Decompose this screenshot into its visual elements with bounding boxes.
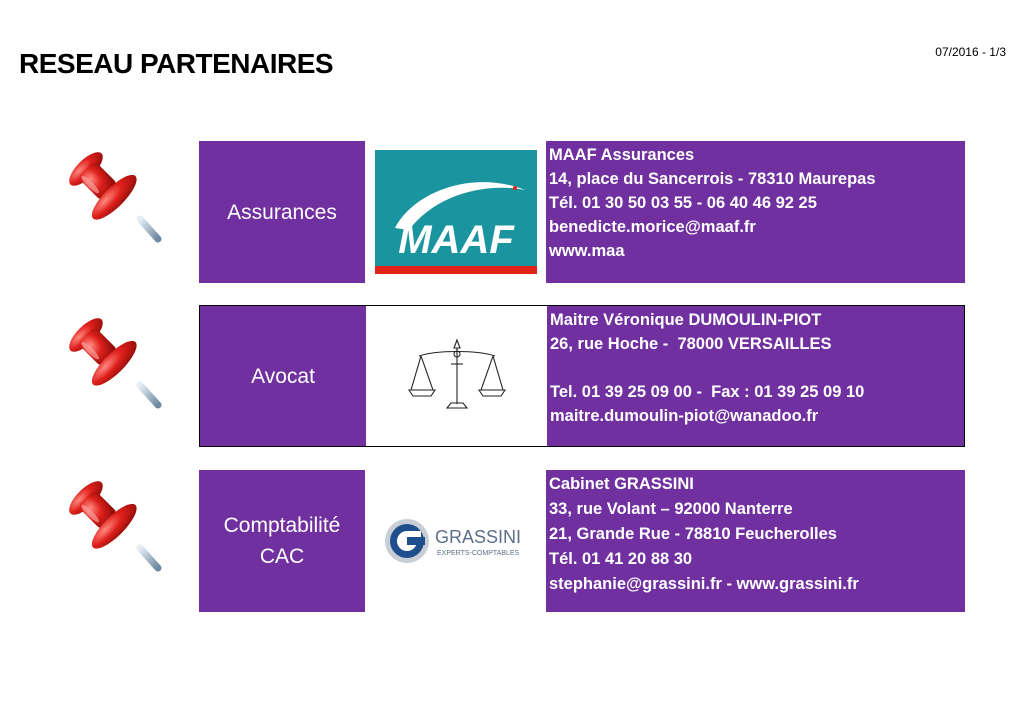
category-label: CAC: [259, 545, 305, 568]
contact-line: 21, Grande Rue - 78810 Feucherolles: [549, 525, 837, 543]
pushpin-icon: [60, 309, 170, 414]
contact-line: [550, 356, 964, 380]
maaf-logo-text: MAAF: [397, 218, 514, 262]
pushpin-icon: [60, 472, 170, 577]
contact-line: 33, rue Volant – 92000 Nanterre: [549, 500, 793, 518]
category-label: Avocat: [251, 364, 315, 388]
maaf-logo: [375, 150, 537, 274]
contact-line: MAAF Assurances: [549, 146, 695, 164]
partner-row-assurances: [199, 141, 965, 283]
category-cell: [199, 141, 365, 283]
page-title: RESEAU PARTENAIRES: [19, 48, 334, 79]
scales-of-justice-icon: [407, 336, 507, 416]
contact-info: [546, 141, 965, 283]
contact-line: Maitre Véronique DUMOULIN-PIOT: [550, 311, 822, 329]
contact-website[interactable]: www.maa: [549, 242, 625, 260]
grassini-logo: [381, 511, 531, 571]
category-label: Comptabilité: [223, 514, 341, 537]
contact-line: Tel. 01 39 25 09 00 - Fax : 01 39 25 09 10: [550, 383, 865, 401]
partner-logo-cell: [365, 141, 546, 283]
contact-line: Cabinet GRASSINI: [549, 475, 694, 493]
partner-logo-cell: [365, 470, 546, 612]
contact-line: Tél. 01 41 20 88 30: [549, 550, 693, 568]
page-reference: 07/2016 - 1/3: [935, 45, 1006, 59]
contact-info: [546, 470, 965, 612]
partner-row-avocat: [199, 305, 965, 447]
contact-line: 14, place du Sancerrois - 78310 Maurepas: [549, 170, 876, 188]
contact-email-website[interactable]: stephanie@grassini.fr - www.grassini.fr: [549, 575, 859, 593]
contact-line: 26, rue Hoche - 78000 VERSAILLES: [550, 335, 832, 353]
grassini-logo-text: GRASSINI: [434, 527, 521, 547]
contact-email[interactable]: maitre.dumoulin-piot@wanadoo.fr: [550, 407, 819, 425]
category-cell: [199, 470, 365, 612]
contact-line: Tél. 01 30 50 03 55 - 06 40 46 92 25: [549, 194, 817, 212]
category-label: Assurances: [227, 200, 337, 224]
pushpin-icon: [60, 143, 170, 248]
contact-info: [547, 306, 964, 446]
partner-logo-cell: [366, 306, 547, 446]
contact-email[interactable]: benedicte.morice@maaf.fr: [549, 218, 756, 236]
partner-row-comptabilite: [199, 470, 965, 612]
category-cell: [200, 306, 366, 446]
grassini-logo-subtext: EXPERTS-COMPTABLES: [436, 550, 519, 557]
